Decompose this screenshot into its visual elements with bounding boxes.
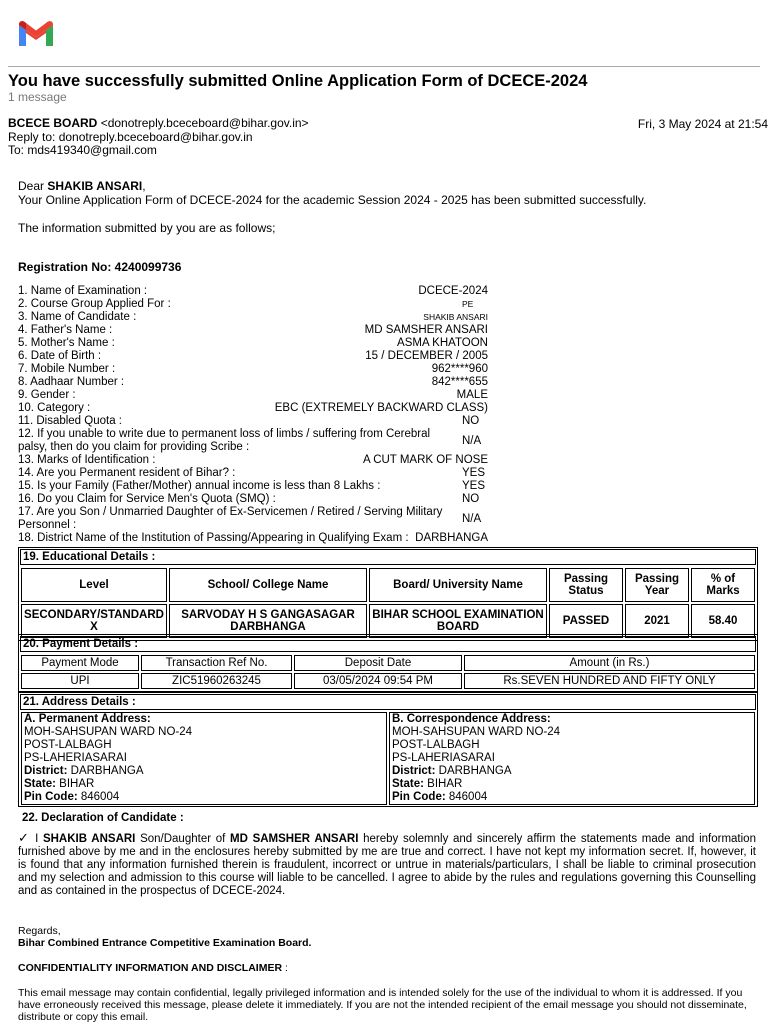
field-label: 10. Category : [18,402,91,414]
field-label: 15. Is your Family (Father/Mother) annual income is less than 8 Lakhs : [18,480,381,492]
declaration-text: ✓ I SHAKIB ANSARI Son/Daughter of MD SAMSHER ANSARI hereby solemnly and sincerely affirm the statements made and information furnished above by me and in the enclosures hereby submitted by me are true and correct. I have not kept my information secret. If, however, it is found that any information furnished therein is fraudulent, incorrect or untrue in materials/particulars, I shall be liable to criminal prosecution and my selection and admission to this course will liable to be cancelled. I agree to abide by the rules and regulations governing this Counselling and as contained in the prospectus of DCECE-2024. [18,830,756,897]
field-row [18,467,488,480]
field-value: DARBHANGA [415,532,488,544]
recipient: To: mds419340@gmail.com [8,143,157,157]
field-value: PE [462,299,474,309]
address-table [19,711,757,806]
intro-text: Your Online Application Form of DCECE-2024 for the academic Session 2024 - 2025 has been submitted successfully. [18,193,647,207]
pay-header: Payment Mode [21,655,139,671]
edu-header: School/ College Name [169,568,367,602]
field-row [18,298,488,311]
edu-cell: 2021 [625,604,689,638]
field-label: 4. Father's Name : [18,324,113,336]
field-label: 1. Name of Examination : [18,285,148,297]
declaration-title: 22. Declaration of Candidate : [22,812,184,824]
field-label: 17. Are you Son / Unmarried Daughter of Ex-Servicemen / Retired / Serving Military Personnel : [18,506,443,531]
email-subject: You have successfully submitted Online Application Form of DCECE-2024 [8,72,588,90]
field-label: 2. Course Group Applied For : [18,298,171,310]
field-row [18,480,488,493]
pay-header: Deposit Date [294,655,462,671]
field-value: 962****960 [431,363,488,375]
greeting: Dear SHAKIB ANSARI, [18,179,146,193]
field-value: YES [462,480,486,492]
confidentiality-title: CONFIDENTIALITY INFORMATION AND DISCLAIMER : [18,962,288,974]
field-row [18,428,488,454]
field-label: 16. Do you Claim for Service Men's Quota (SMQ) : [18,493,276,505]
field-value: N/A [462,512,482,525]
pay-cell: ZIC51960263245 [141,673,292,689]
field-row [18,506,488,532]
field-value: NO [462,493,480,505]
organization-name: Bihar Combined Entrance Competitive Examination Board. [18,937,312,949]
email-header [8,117,309,158]
field-row [18,415,488,428]
pay-header: Transaction Ref No. [141,655,292,671]
field-row [18,285,488,298]
registration-number: Registration No: 4240099736 [18,260,182,274]
field-value: YES [462,467,486,479]
field-row [18,337,488,350]
field-value: EBC (EXTREMELY BACKWARD CLASS) [274,402,488,414]
sender-address[interactable]: <donotreply.bceceboard@bihar.gov.in> [100,116,309,130]
edu-header: Passing Status [549,568,623,602]
pay-header: Amount (in Rs.) [464,655,755,671]
field-label: 13. Marks of Identification : [18,454,156,466]
field-label: 7. Mobile Number : [18,363,116,375]
field-value: DCECE-2024 [418,285,488,297]
field-value: 842****655 [431,376,488,388]
address-details-title: 21. Address Details : [20,694,756,710]
email-date: Fri, 3 May 2024 at 21:54 [637,117,768,131]
field-row [18,363,488,376]
field-value: MALE [456,389,488,401]
field-label: 18. District Name of the Institution of Passing/Appearing in Qualifying Exam : [18,532,409,544]
edu-cell: SARVODAY H S GANGASAGAR DARBHANGA [169,604,367,638]
field-label: 11. Disabled Quota : [18,415,122,427]
edu-cell: SECONDARY/STANDARD X [21,604,167,638]
field-row [18,376,488,389]
field-row [18,402,488,415]
field-value: SHAKIB ANSARI [423,312,488,322]
field-label: 6. Date of Birth : [18,350,102,362]
edu-cell: 58.40 [691,604,755,638]
info-line: The information submitted by you are as follows; [18,221,276,235]
regards: Regards, [18,925,61,937]
pay-cell: Rs.SEVEN HUNDRED AND FIFTY ONLY [464,673,755,689]
field-value: ASMA KHATOON [397,337,488,349]
disclaimer-text: This email message may contain confidential, legally privileged information and is intended solely for the use of the individual to whom it is addressed. If you have erroneously received this message, please delete it immediately. If you are not the intended recipient of the email message you should not disseminate, distribute or copy this email. [18,987,747,1023]
field-label: 8. Aadhaar Number : [18,376,125,388]
educational-details-title: 19. Educational Details : [20,549,756,565]
edu-cell: BIHAR SCHOOL EXAMINATION BOARD [369,604,547,638]
field-row [18,389,488,402]
field-row [18,311,488,324]
field-label: 9. Gender : [18,389,76,401]
checkmark-icon: ✓ [18,830,31,845]
message-count: 1 message [8,90,67,104]
field-row [18,532,488,545]
correspondence-address: B. Correspondence Address: MOH-SAHSUPAN WARD NO-24 POST-LALBAGH PS-LAHERIASARAI District: DARBHANGA State: BIHAR Pin Code: 846004 [389,712,755,805]
reply-to: Reply to: donotreply.bceceboard@bihar.gov.in [8,129,253,144]
permanent-address: A. Permanent Address: MOH-SAHSUPAN WARD NO-24 POST-LALBAGH PS-LAHERIASARAI District: DARBHANGA State: BIHAR Pin Code: 846004 [21,712,387,805]
field-row [18,493,488,506]
payment-details-title: 20. Payment Details : [20,636,756,652]
educational-table [19,566,757,640]
gmail-logo-icon [16,18,56,48]
edu-header: % of Marks [691,568,755,602]
sender-name: BCECE BOARD [8,116,98,130]
pay-cell: UPI [21,673,139,689]
payment-details [18,634,758,692]
edu-cell: PASSED [549,604,623,638]
payment-table [19,653,757,691]
edu-header: Level [21,568,167,602]
top-divider [8,66,760,67]
field-row [18,454,488,467]
educational-details [18,547,758,641]
field-value: N/A [462,434,482,447]
edu-header: Passing Year [625,568,689,602]
field-label: 14. Are you Permanent resident of Bihar? : [18,467,236,479]
field-row [18,324,488,337]
field-value: MD SAMSHER ANSARI [364,324,488,336]
pay-cell: 03/05/2024 09:54 PM [294,673,462,689]
field-value: NO [462,415,480,427]
greeting-name: SHAKIB ANSARI [47,179,143,193]
application-fields [18,285,488,545]
address-details [18,692,758,807]
field-value: 15 / DECEMBER / 2005 [365,350,488,362]
field-value: A CUT MARK OF NOSE [362,454,488,466]
field-label: 3. Name of Candidate : [18,311,137,323]
field-label: 5. Mother's Name : [18,337,115,349]
edu-header: Board/ University Name [369,568,547,602]
field-row [18,350,488,363]
field-label: 12. If you unable to write due to permanent loss of limbs / suffering from Cerebral palsy, then do you claim for providing Scribe : [18,428,431,453]
